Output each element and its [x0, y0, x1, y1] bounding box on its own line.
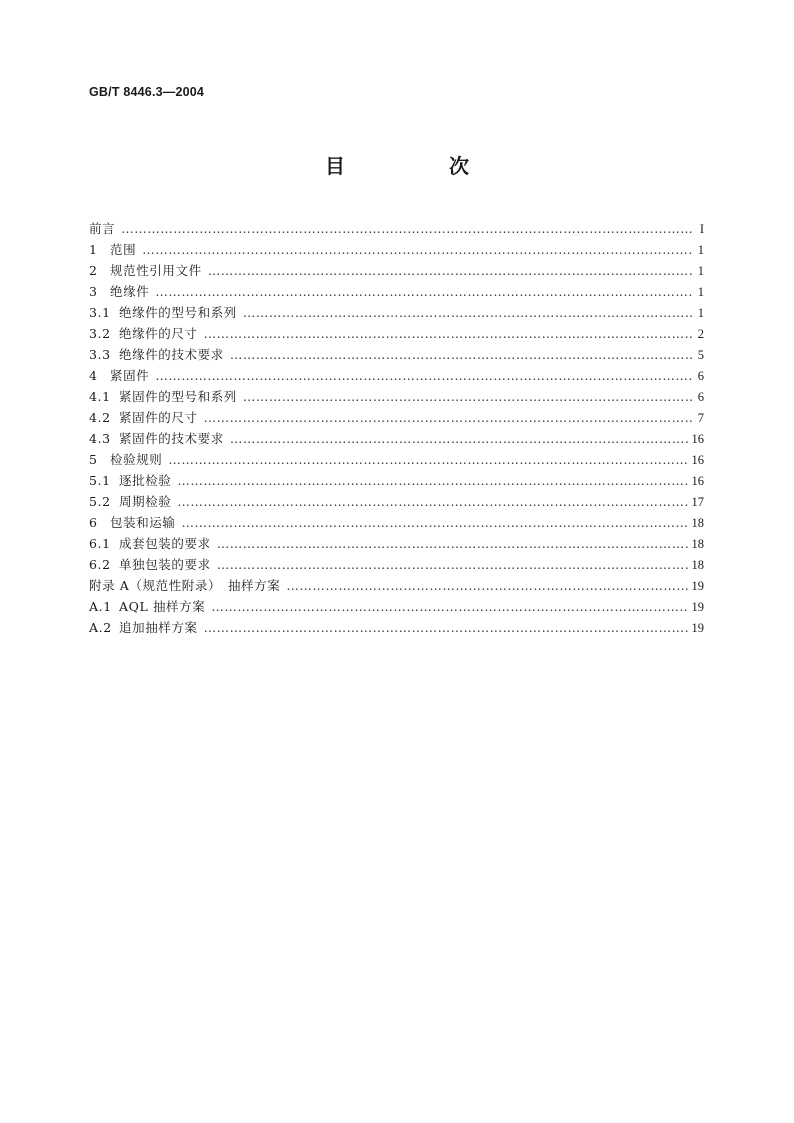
toc-entry-page: 1: [697, 285, 704, 299]
toc-entry-page: I: [699, 222, 704, 236]
toc-entry-title: 紧固件的尺寸: [119, 410, 198, 425]
toc-entry-label: [89, 302, 237, 323]
toc-entry[interactable]: [89, 260, 704, 281]
toc-entry-title: 规范性引用文件: [110, 263, 202, 278]
toc-entry-label: [89, 281, 149, 302]
toc-entry-page: 16: [691, 453, 704, 467]
toc-entry-page: 17: [691, 495, 704, 509]
toc-entry-title: 范围: [110, 242, 137, 257]
toc-dot-leader: [204, 617, 688, 638]
toc-entry-number: 5: [89, 452, 98, 467]
toc-dot-leader: [217, 533, 688, 554]
toc-entry-number: 4: [89, 368, 98, 383]
toc-entry[interactable]: [89, 407, 704, 428]
toc-dot-leader: [230, 428, 688, 449]
toc-dot-leader: [182, 512, 688, 533]
toc-entry[interactable]: [89, 386, 704, 407]
toc-dot-leader: [217, 554, 688, 575]
toc-entry-page: 7: [697, 411, 704, 425]
toc-entry-label: [89, 449, 162, 470]
toc-dot-leader: [243, 302, 692, 323]
toc-entry-page: 18: [691, 537, 704, 551]
toc-entry-title: 包装和运输: [110, 515, 176, 530]
toc-entry-number: 3: [89, 284, 98, 299]
toc-entry-page: 16: [691, 432, 704, 446]
toc-entry[interactable]: [89, 470, 704, 491]
toc-entry-title: 检验规则: [110, 452, 163, 467]
toc-entry[interactable]: [89, 323, 704, 344]
toc-entry-number: 4.3: [89, 431, 111, 446]
toc-entry-label: [89, 218, 115, 239]
toc-entry-page: 19: [691, 600, 704, 614]
toc-dot-leader: [155, 365, 692, 386]
toc-entry-label: [89, 554, 211, 575]
toc-entry-number: 4.2: [89, 410, 111, 425]
toc-entry-number: 5.2: [89, 494, 111, 509]
toc-entry-label: [89, 260, 202, 281]
toc-entry-page: 19: [691, 579, 704, 593]
toc-entry-page: 16: [691, 474, 704, 488]
toc-entry-title: 逐批检验: [119, 473, 172, 488]
toc-entry-title: 追加抽样方案: [119, 620, 198, 635]
toc-entry-label: [89, 533, 211, 554]
toc-entry[interactable]: [89, 491, 704, 512]
toc-entry-label: [89, 617, 198, 638]
toc-dot-leader: [230, 344, 692, 365]
toc-entry-number: 3.1: [89, 305, 111, 320]
toc-entry[interactable]: [89, 365, 704, 386]
toc-entry-number: 6: [89, 515, 98, 530]
toc-entry-page: 19: [691, 621, 704, 635]
toc-entry-label: [89, 512, 176, 533]
toc-entry-title: 绝缘件的尺寸: [119, 326, 198, 341]
toc-entry[interactable]: [89, 302, 704, 323]
toc-entry-number: 3.3: [89, 347, 111, 362]
toc-entry[interactable]: [89, 428, 704, 449]
toc-dot-leader: [204, 407, 692, 428]
toc-entry-title: 绝缘件的型号和系列: [119, 305, 237, 320]
toc-dot-leader: [243, 386, 692, 407]
toc-entry-title: 绝缘件的技术要求: [119, 347, 224, 362]
toc-entry-title: 紧固件的型号和系列: [119, 389, 237, 404]
toc-entry[interactable]: [89, 575, 704, 596]
toc-entry-page: 1: [697, 306, 704, 320]
toc-entry-title: AQL 抽样方案: [119, 599, 206, 614]
toc-entry[interactable]: [89, 218, 704, 239]
toc-entry-title: 紧固件: [110, 368, 150, 383]
toc-dot-leader: [177, 491, 687, 512]
toc-dot-leader: [211, 596, 687, 617]
toc-entry-number: 3.2: [89, 326, 111, 341]
toc-entry-page: 5: [697, 348, 704, 362]
toc-entry-title: 紧固件的技术要求: [119, 431, 224, 446]
toc-entry-page: 1: [697, 243, 704, 257]
toc-entry-page: 6: [697, 369, 704, 383]
toc-entry-label: [89, 239, 136, 260]
toc-entry-label: [89, 470, 171, 491]
toc-dot-leader: [204, 323, 692, 344]
toc-entry-title: 周期检验: [119, 494, 172, 509]
toc-entry[interactable]: [89, 281, 704, 302]
toc-entry-number: 1: [89, 242, 98, 257]
toc-dot-leader: [142, 239, 692, 260]
toc-entry[interactable]: [89, 239, 704, 260]
toc-entry-label: [89, 596, 205, 617]
toc-dot-leader: [286, 575, 687, 596]
toc-entry-number: A.1: [89, 599, 112, 614]
toc-entry-page: 2: [697, 327, 704, 341]
toc-entry-label: [89, 491, 171, 512]
toc-entry[interactable]: [89, 449, 704, 470]
toc-dot-leader: [177, 470, 687, 491]
toc-entry[interactable]: [89, 596, 704, 617]
toc-entry-label: [89, 323, 198, 344]
toc-entry[interactable]: [89, 554, 704, 575]
toc-entry-page: 18: [691, 516, 704, 530]
toc-entry[interactable]: [89, 512, 704, 533]
toc-entry-title: 前言: [89, 221, 116, 236]
toc-entry-label: [89, 407, 198, 428]
page-title: 目 次: [325, 154, 511, 178]
standard-code: GB/T 8446.3—2004: [89, 85, 205, 99]
toc-dot-leader: [155, 281, 692, 302]
toc-entry-label: [89, 575, 280, 596]
toc-entry-title: 附录 A（规范性附录） 抽样方案: [89, 578, 281, 593]
toc-entry-number: 6.1: [89, 536, 111, 551]
toc-entry-page: 6: [697, 390, 704, 404]
table-of-contents: [89, 218, 704, 638]
toc-entry-page: 1: [697, 264, 704, 278]
toc-entry-number: A.2: [89, 620, 112, 635]
toc-dot-leader: [121, 218, 692, 239]
toc-entry[interactable]: [89, 617, 704, 638]
toc-entry[interactable]: [89, 344, 704, 365]
toc-entry-label: [89, 365, 149, 386]
toc-entry-label: [89, 386, 237, 407]
toc-dot-leader: [168, 449, 687, 470]
toc-dot-leader: [208, 260, 692, 281]
toc-entry-number: 5.1: [89, 473, 111, 488]
toc-entry-number: 2: [89, 263, 98, 278]
toc-entry[interactable]: [89, 533, 704, 554]
toc-entry-page: 18: [691, 558, 704, 572]
toc-entry-label: [89, 344, 224, 365]
toc-entry-title: 绝缘件: [110, 284, 150, 299]
toc-entry-title: 成套包装的要求: [119, 536, 211, 551]
toc-entry-label: [89, 428, 224, 449]
toc-entry-title: 单独包装的要求: [119, 557, 211, 572]
toc-entry-number: 4.1: [89, 389, 111, 404]
toc-entry-number: 6.2: [89, 557, 111, 572]
